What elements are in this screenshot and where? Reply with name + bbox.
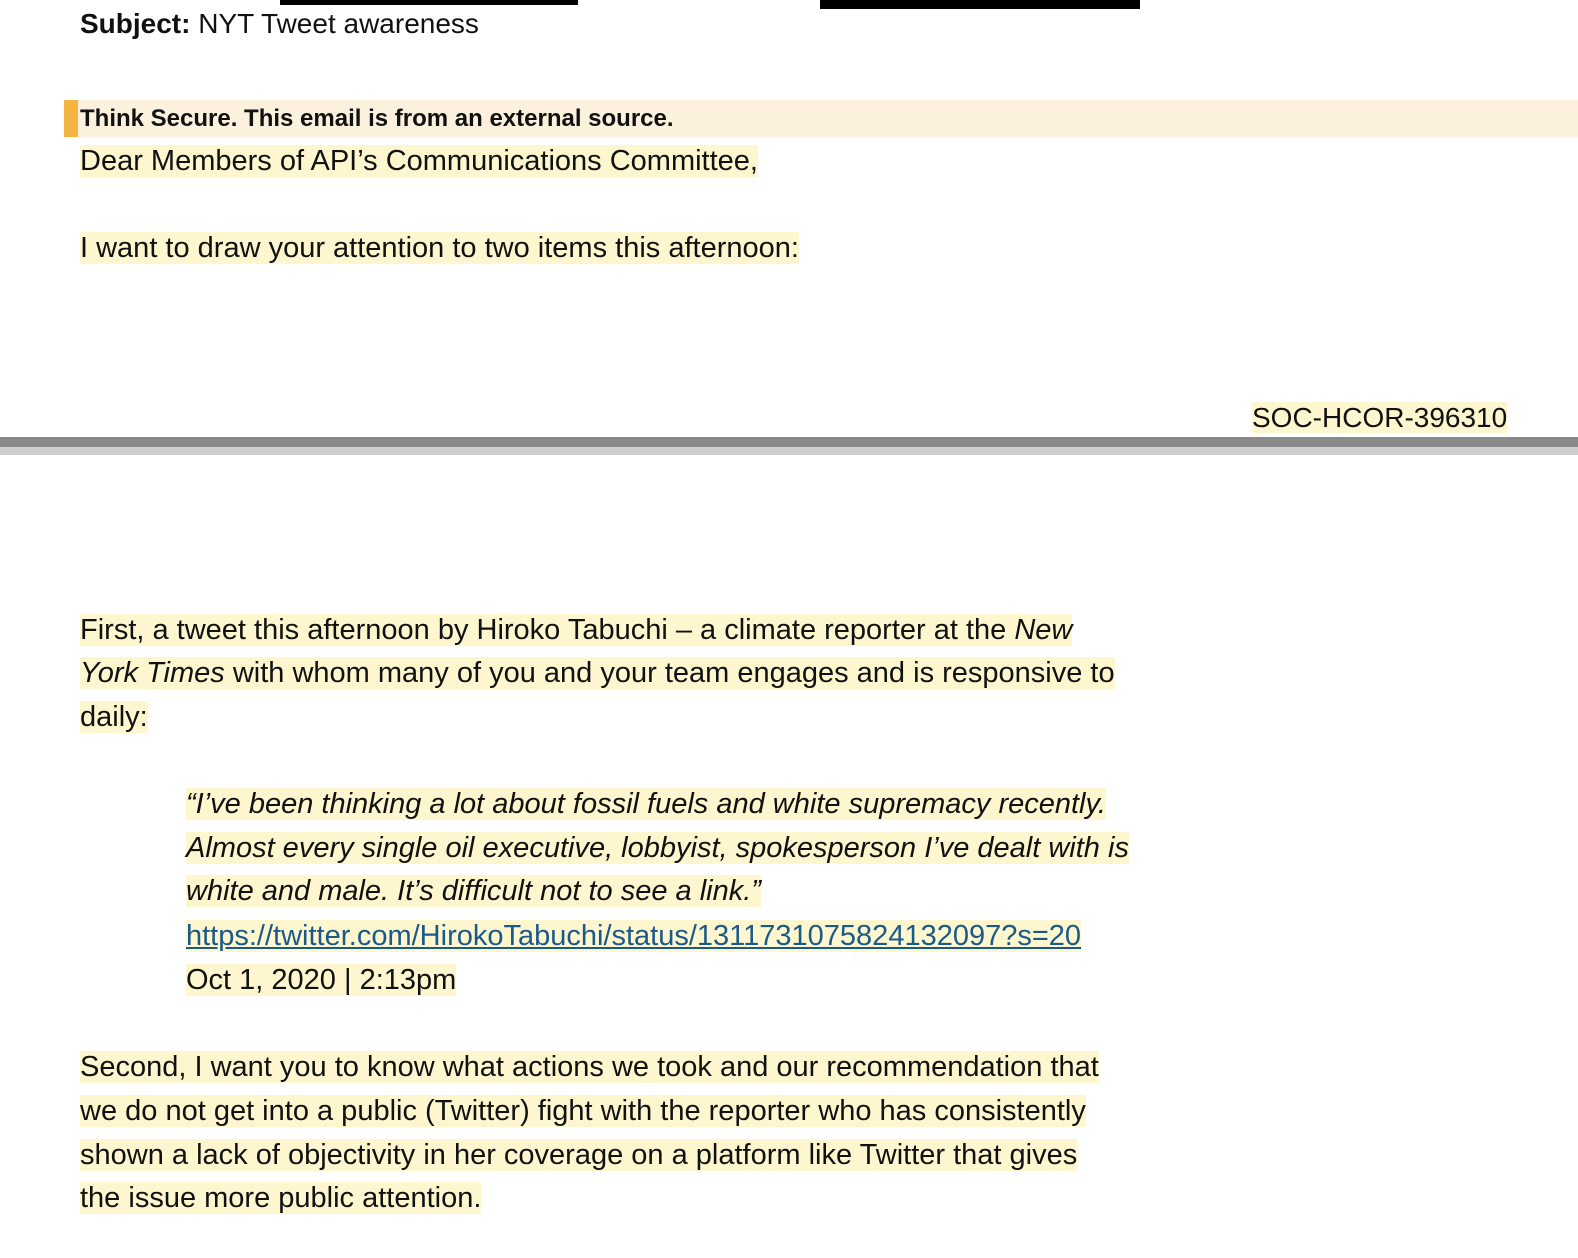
page-divider-shadow [0,447,1578,455]
first-para-line-1 [80,612,1072,648]
tweet-quote-line-1 [186,786,1106,822]
second-para-line-2 [80,1093,1086,1129]
tweet-link[interactable]: https://twitter.com/HirokoTabuchi/status/1311731075824132097?s=20 [186,920,1082,952]
publication-name: York Times [80,657,225,689]
subject-value: NYT Tweet awareness [198,8,479,39]
intro-text: I want to draw your attention to two items this afternoon: [80,232,799,264]
second-para-line-3 [80,1137,1077,1173]
second-para-text: shown a lack of objectivity in her coverage on a platform like Twitter that gives [80,1139,1078,1171]
banner-text: Think Secure. This email is from an external source. [80,105,674,132]
subject-label: Subject: [80,8,191,39]
salutation-text: Dear Members of API’s Communications Committee, [80,145,758,177]
email-subject [80,6,479,42]
second-para-text: we do not get into a public (Twitter) fight with the reporter who has consistently [80,1095,1086,1127]
tweet-link-line [186,918,1081,954]
tweet-timestamp-line [186,962,456,998]
first-para-text: daily: [80,701,148,733]
first-para-line-3 [80,699,148,735]
second-para-line-1 [80,1049,1099,1085]
salutation [80,143,758,179]
intro-line [80,230,799,266]
tweet-timestamp: Oct 1, 2020 | 2:13pm [186,964,457,996]
tweet-quote-text: Almost every single oil executive, lobbyist, spokesperson I’ve dealt with is [186,832,1129,864]
first-para-line-2 [80,655,1115,691]
redaction-bar [820,0,1140,9]
publication-name: New [1014,614,1073,646]
first-para-text: with whom many of you and your team engages and is responsive to [224,657,1115,689]
tweet-quote-line-3 [186,873,761,909]
tweet-quote-text: “I’ve been thinking a lot about fossil fuels and white supremacy recently. [186,788,1106,820]
second-para-text: Second, I want you to know what actions we took and our recommendation that [80,1051,1099,1083]
second-para-text: the issue more public attention. [80,1182,482,1214]
bates-number [1252,400,1507,436]
first-para-text: First, a tweet this afternoon by Hiroko Tabuchi – a climate reporter at the [80,614,1015,646]
banner-accent-bar [64,100,78,137]
second-para-line-4 [80,1180,481,1216]
bates-text: SOC-HCOR-396310 [1252,402,1508,433]
external-source-banner [64,100,1578,137]
tweet-quote-text: white and male. It’s difficult not to see a link.” [186,875,761,907]
redaction-bar [280,0,578,5]
page-divider [0,437,1578,447]
tweet-quote-line-2 [186,830,1129,866]
